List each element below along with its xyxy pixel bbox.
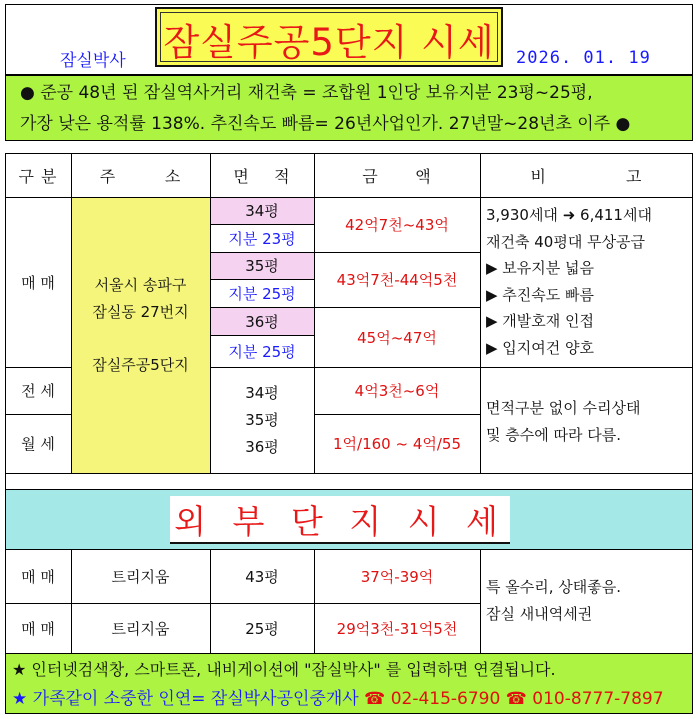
col-header-area: 면 적: [233, 166, 291, 186]
share-cell-25a: 지분 25평: [228, 284, 296, 303]
area-cell-35: 35평: [210, 252, 314, 279]
rental-area-35: 35평: [245, 410, 279, 429]
outer-price-1: 37억-39억: [360, 568, 434, 586]
col-header-address: 주 소: [99, 166, 182, 186]
rental-area-36: 36평: [245, 437, 279, 456]
sale-notes: [486, 202, 652, 361]
footer-line-1: ★ 인터넷검색창, 스마트폰, 내비게이션에 "잠실박사" 를 입력하면 연결됩니다.: [12, 660, 556, 679]
price-35: 43억7천-44억5천: [336, 271, 458, 289]
price-monthly: 1억/160 ~ 4억/55: [333, 435, 461, 453]
sale-note-2: 재건축 40평대 무상공급: [486, 232, 646, 251]
rental-notes: [486, 395, 640, 449]
summary-line-1: ● 준공 48년 된 잠실역사거리 재건축 = 조합원 1인당 보유지분 23평~25평,: [20, 83, 593, 103]
price-34: 42억7천~43억: [345, 216, 449, 234]
outer-area-1: 43평: [245, 568, 279, 586]
sale-note-1: 3,930세대 ➜ 6,411세대: [486, 206, 652, 224]
outer-area-2: 25평: [245, 619, 279, 638]
address-line-1: 서울시 송파구: [94, 275, 187, 294]
phone-mobile[interactable]: ☎ 010-8777-7897: [505, 689, 664, 709]
sale-note-6: ▶ 입지여건 양호: [486, 338, 595, 357]
outer-note-2: 잠실 새내역세권: [486, 605, 593, 623]
outer-notes: [486, 574, 621, 628]
col-header-type: 구 분: [18, 166, 58, 186]
summary-line-2: 가장 낮은 용적률 138%. 추진속도 빠름= 26년사업인가. 27년말~28년초 이주 ●: [20, 114, 631, 134]
outer-note-1: 특 올수리, 상태좋음.: [486, 578, 621, 596]
sale-note-5: ▶ 개발호재 인접: [486, 312, 595, 330]
outer-name-2: 트리지움: [111, 619, 170, 638]
address-cell: [71, 197, 210, 473]
type-jeonse: 전 세: [21, 382, 55, 400]
area-cell-36: 36평: [210, 307, 314, 335]
rental-areas: [210, 367, 314, 473]
page-title: 잠실주공5단지 시세: [163, 21, 495, 64]
price-36: 45억~47억: [357, 328, 437, 347]
report-date: 2026. 01. 19: [516, 48, 651, 68]
price-jeonse: 4억3천~6억: [354, 382, 440, 400]
phone-office[interactable]: ☎ 02-415-6790: [364, 689, 501, 709]
rental-area-34: 34평: [245, 383, 279, 402]
type-monthly: 월 세: [21, 435, 55, 453]
col-header-price: 금 액: [362, 166, 432, 186]
share-cell-23: 지분 23평: [228, 229, 296, 248]
rental-note-2: 및 층수에 따라 다름.: [486, 426, 621, 444]
area-cell-34: 34평: [210, 197, 314, 224]
address-line-3: 잠실주공5단지: [92, 355, 189, 374]
outer-type-2: 매 매: [21, 619, 55, 638]
sale-note-4: ▶ 추진속도 빠름: [486, 285, 595, 304]
outer-type-1: 매 매: [21, 568, 55, 586]
star-icon: ★: [12, 689, 28, 709]
address-line-2: 잠실동 27번지: [92, 302, 189, 321]
sale-note-3: ▶ 보유지분 넓음: [486, 259, 595, 277]
summary-band: [5, 75, 693, 141]
type-sale: 매 매: [21, 273, 55, 292]
footer-line-2-text: 가족같이 소중한 인연= 잠실박사공인중개사: [27, 689, 365, 709]
brand-name: 잠실박사: [60, 51, 126, 71]
outer-price-2: 29억3천-31억5천: [336, 619, 458, 638]
outer-name-1: 트리지움: [111, 568, 170, 586]
col-header-note: 비 고: [530, 166, 643, 186]
rental-note-1: 면적구분 없이 수리상태: [486, 399, 641, 417]
share-cell-25b: 지분 25평: [228, 342, 296, 361]
footer-line-2: [12, 684, 664, 709]
outer-title: 외 부 단 지 시 세: [170, 496, 510, 544]
